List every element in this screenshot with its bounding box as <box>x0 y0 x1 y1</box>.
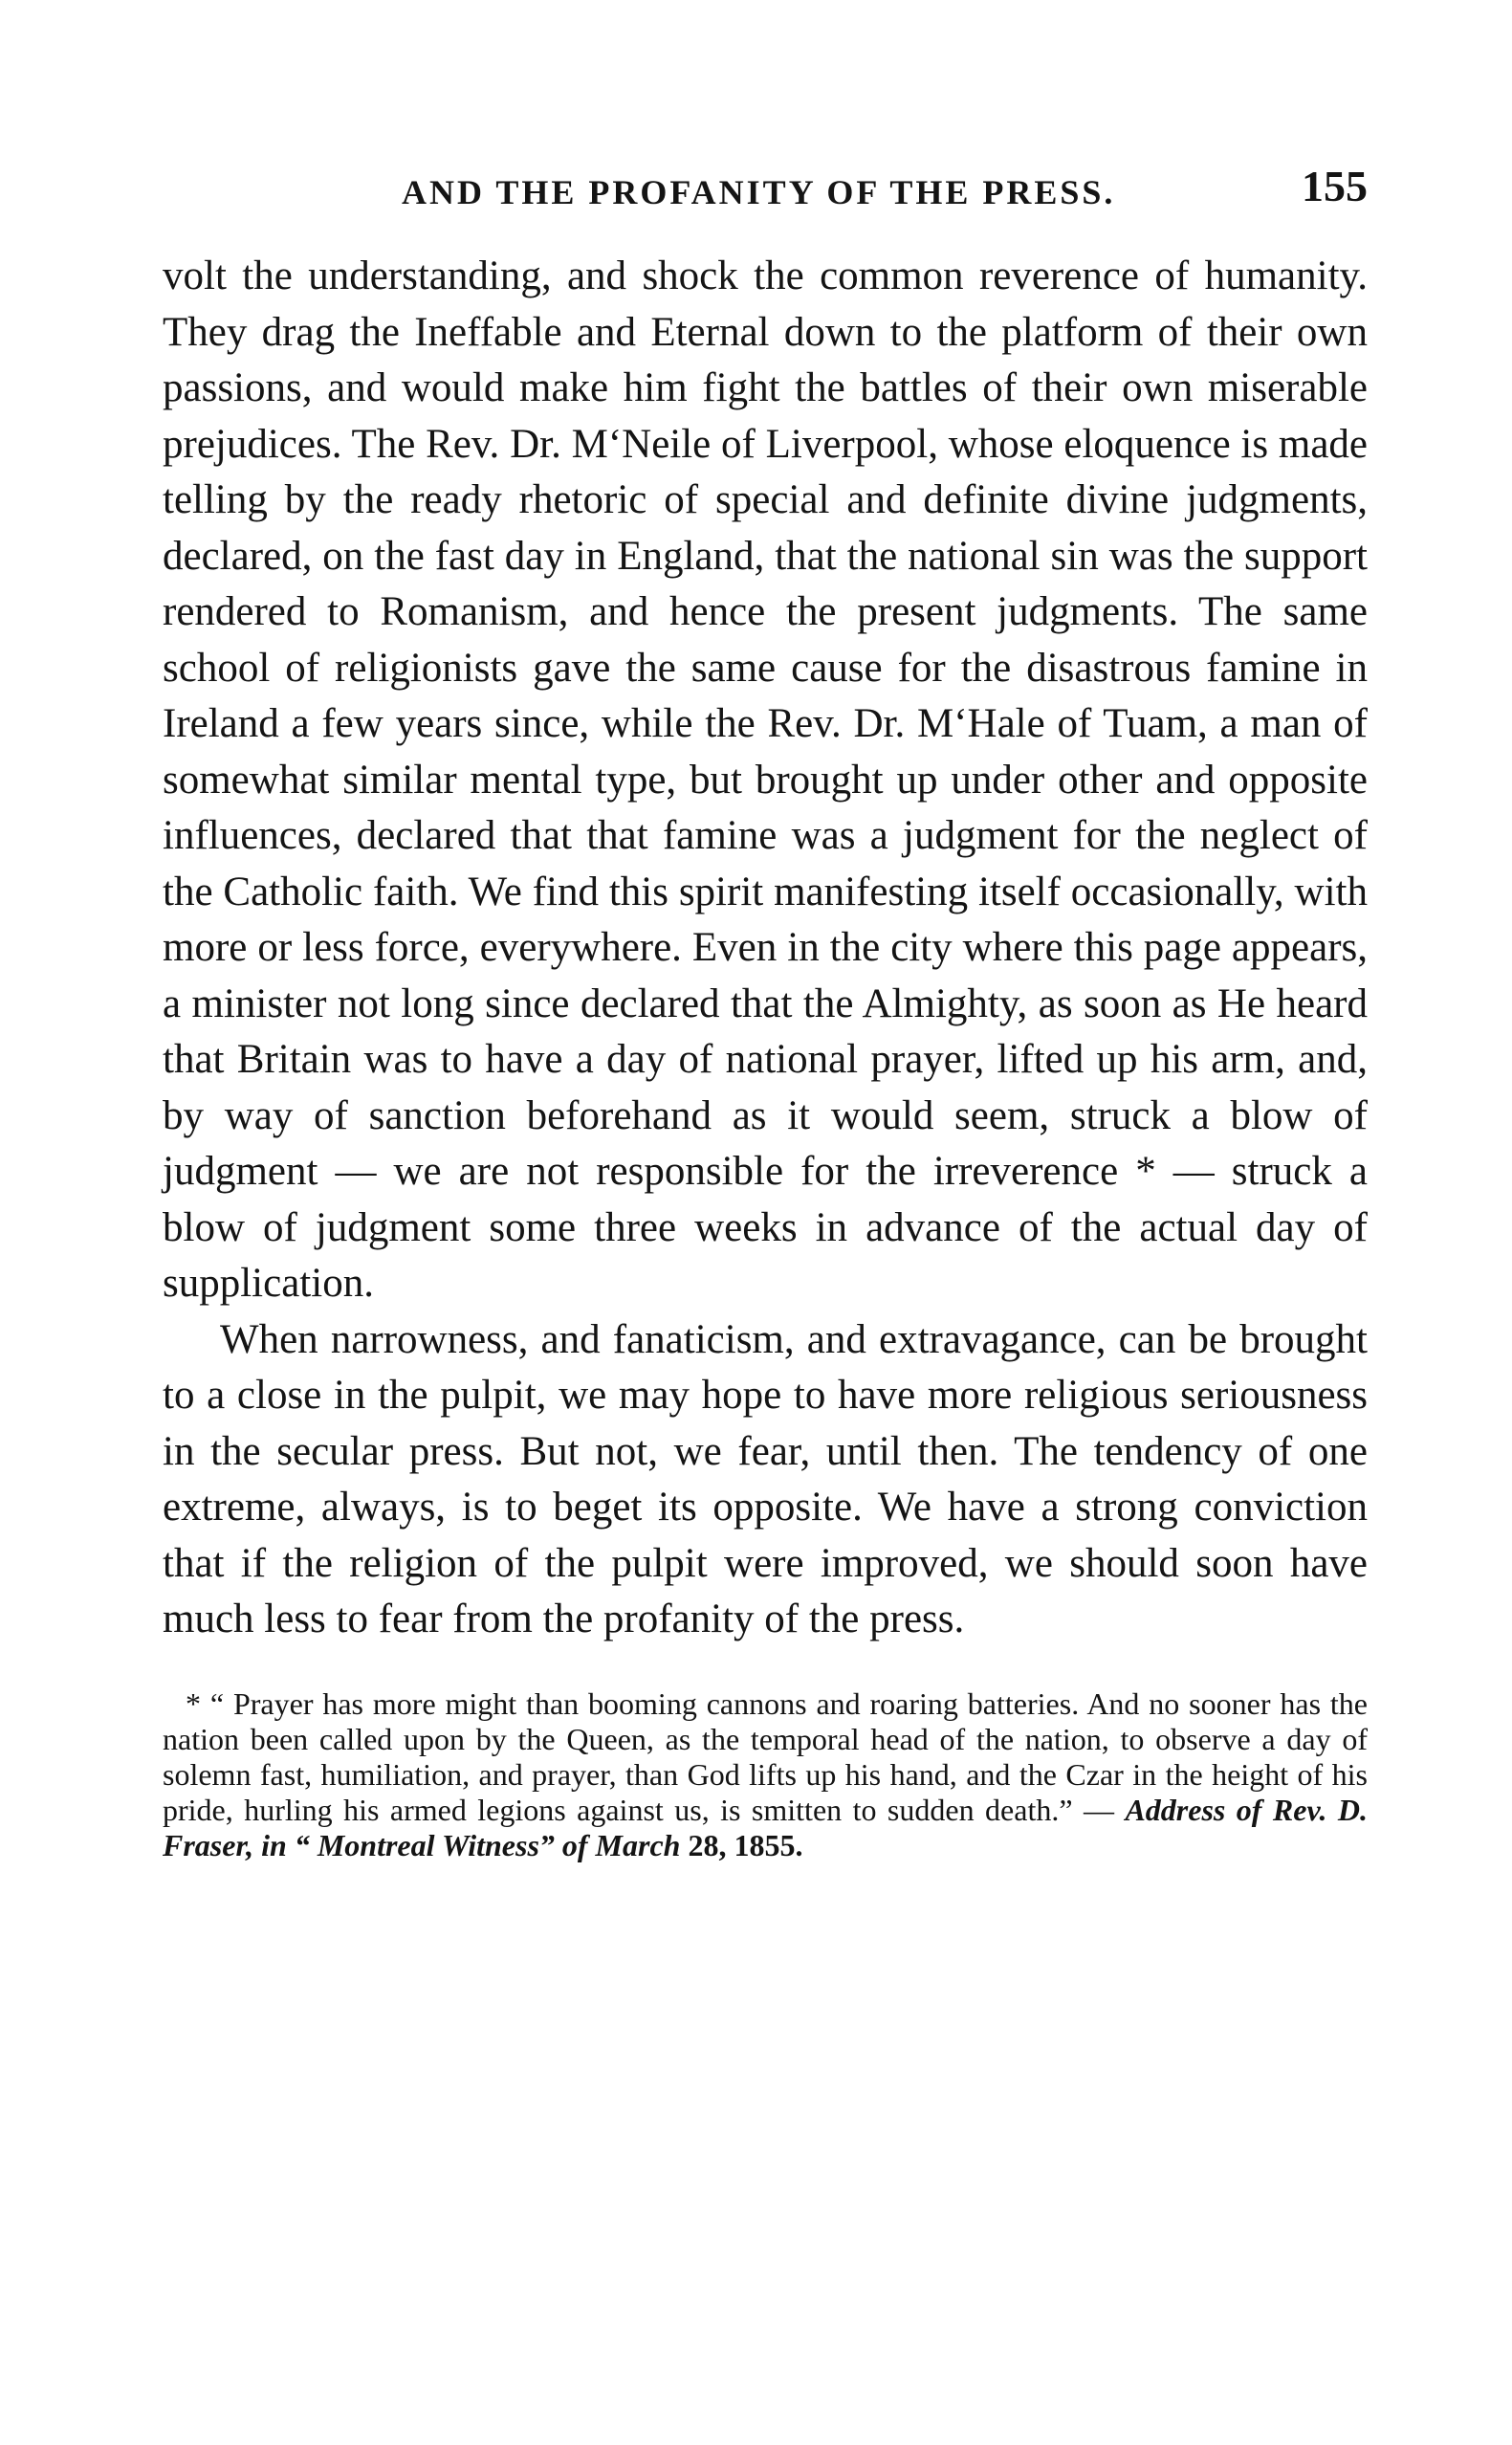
running-head: AND THE PROFANITY OF THE PRESS. <box>402 173 1116 211</box>
body-text <box>163 249 1368 1648</box>
footnote <box>163 1686 1368 1863</box>
page-header <box>163 143 1368 220</box>
footnote-attribution: Address of Rev. D. Fraser, in <box>163 1792 1369 1862</box>
book-page <box>163 143 1368 1863</box>
footnote-text: * “ Prayer has more might than booming cannons and roaring batteries. And no sooner has the nation been called upon by the Queen, as the temporal head of the nation, to observe a day of solemn fast, humiliation, and prayer, than God lifts up his hand, and the Czar in the height of his pride, hurling his armed legions against us, is smitten to sudden death.” — <box>163 1685 1368 1827</box>
page-number: 155 <box>1302 162 1368 210</box>
footnote-date: 28, 1855. <box>688 1827 803 1862</box>
paragraph-2: When narrowness, and fanaticism, and extravagance, can be brought to a close in the pulpit, we may hope to have more religious seriousness in the secular press. But not, we fear, until then. The tendency of one extreme, always, is to beget its opposite. We have a strong conviction that if the religion of the pulpit were improved, we should soon have much less to fear from the profanity of the press. <box>163 1316 1368 1641</box>
footnote-source: “ Montreal Witness” of <box>294 1827 588 1862</box>
paragraph-1: volt the understanding, and shock the common reverence of humanity. They drag the Ineffable and Eternal down to the platform of their own passions, and would make him fight the battles of their own miserable prejudices. The Rev. Dr. M‘Neile of Liverpool, whose eloquence is made telling by the ready rhetoric of special and definite divine judgments, declared, on the fast day in England, that the national sin was the support rendered to Romanism, and hence the present judgments. The same school of religionists gave the same cause for the disastrous famine in Ireland a few years since, while the Rev. Dr. M‘Hale of Tuam, a man of somewhat similar mental type, but brought up under other and opposite influences, declared that that famine was a judgment for the neglect of the Catholic faith. We find this spirit manifesting itself occasionally, with more or less force, everywhere. Even in the city where this page appears, a minister not long since declared that the Almighty, as soon as He heard that Britain was to have a day of national prayer, lifted up his arm, and, by way of sanction beforehand as it would seem, struck a blow of judgment — we are not responsible for the irreverence * — struck a blow of judgment some three weeks in advance of the actual day of supplication. <box>163 253 1368 1306</box>
footnote-month: March <box>595 1827 681 1862</box>
